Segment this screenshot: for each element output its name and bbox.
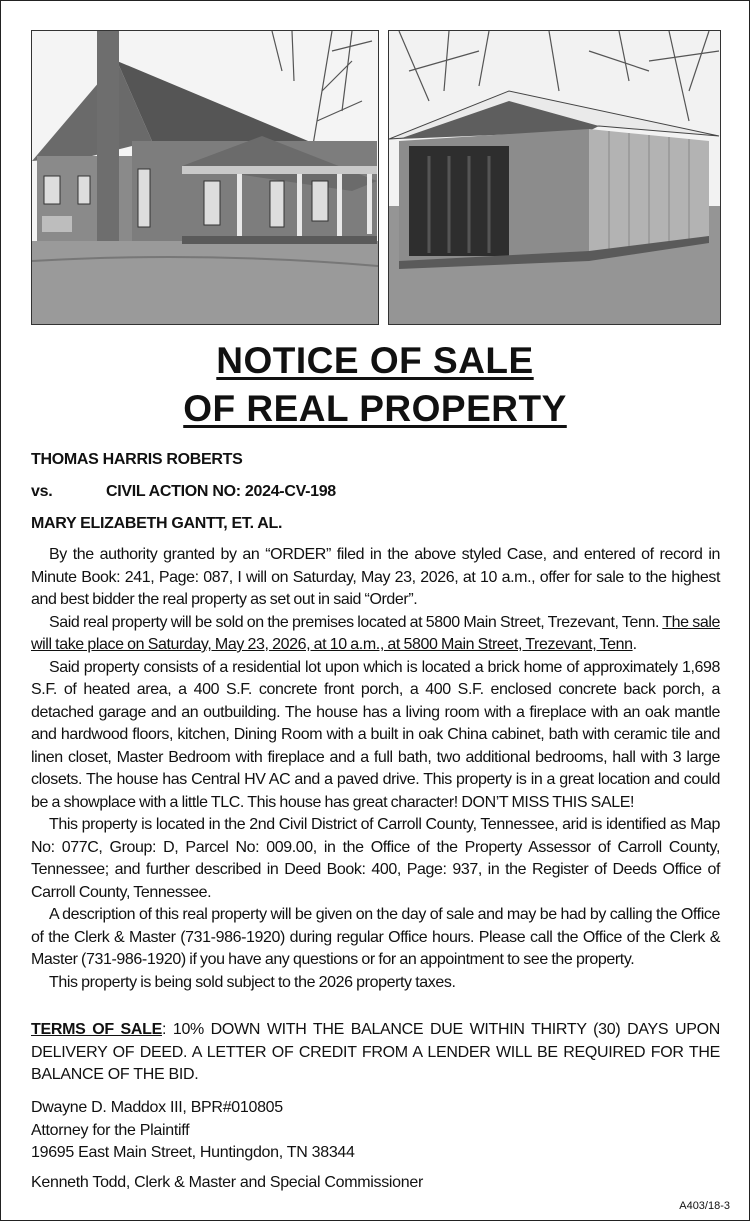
notice-title-line-2: OF REAL PROPERTY [183,388,567,429]
terms-text: : 10% DOWN WITH THE BALANCE DUE WITHIN THIRTY (30) DAYS UPON DELIVERY OF DEED. A LETTER OF CREDIT FROM A LENDER WILL BE REQUIRED FOR THE BALANCE OF THE BID. [31,1021,720,1083]
paragraph-contact: A description of this real property will be given on the day of sale and may be had by calling the Office of the Clerk & Master (731-986-1920) during regular Office hours. Please call the Office of the Clerk & Master (731-986-1920) if you have any questions or for an appointment to see the property. [31,906,720,968]
attorney-block [31,1097,355,1165]
notice-title-line-1: NOTICE OF SALE [216,340,534,381]
sale-date-underlined: The sale will take place on Saturday, May 23, 2026, at 10 a.m., at 5800 Main Street, Trezevant, Tenn [31,613,720,653]
notice-body [31,544,720,994]
defendant-name: MARY ELIZABETH GANTT, ET. AL. [31,515,283,532]
versus-label: vs. [31,483,53,500]
paragraph-description: Said property consists of a residential lot upon which is located a brick home of approximately 1,698 S.F. of heated area, a 400 S.F. concrete front porch, a 400 S.F. enclosed concrete back porch, a detached garage and an outbuilding. The house has a living room with a fireplace with an oak mantle and hardwood floors, kitchen, Dining Room with a built in oak China cabinet, bath with ceramic tile and linen closet, Master Bedroom with fireplace and a full bath, two additional bedrooms, hall with 3 large closets. The house has Central HV AC and a paved drive. This property is in a great location and could be a showplace with a little TLC. This house has great character! DON’T MISS THIS SALE! [31,658,720,811]
paragraph-location [31,612,720,657]
clerk-signature: Kenneth Todd, Clerk & Master and Special Commissioner [31,1174,423,1191]
house-photo [31,30,379,325]
garage-photo [388,30,721,325]
location-text: Said real property will be sold on the premises located at 5800 Main Street, Trezevant, Tenn. [49,613,663,631]
civil-action-number: CIVIL ACTION NO: 2024-CV-198 [106,483,336,500]
paragraph-order: By the authority granted by an “ORDER” filed in the above styled Case, and entered of record in Minute Book: 241, Page: 087, I will on Saturday, May 23, 2026, at 10 a.m., offer for sale to the highest and best bidder the real property as set out in said “Order”. [31,546,720,608]
paragraph-parcel: This property is located in the 2nd Civil District of Carroll County, Tennessee, arid is identified as Map No: 077C, Group: D, Parcel No: 009.00, in the Office of the Property Assessor of Carroll County, Tennessee; and further described in Deed Book: 400, Page: 937, in the Register of Deeds Office of Carroll County, Tennessee. [31,816,720,901]
paragraph-taxes: This property is being sold subject to the 2026 property taxes. [49,973,456,991]
attorney-name: Dwayne D. Maddox III, BPR#010805 [31,1099,283,1116]
attorney-role: Attorney for the Plaintiff [31,1121,190,1139]
terms-label: TERMS OF SALE [31,1021,162,1038]
location-period: . [632,636,637,653]
case-caption [31,483,336,501]
attorney-address: 19695 East Main Street, Huntingdon, TN 38344 [31,1144,355,1161]
ad-code: A403/18-3 [679,1200,730,1212]
terms-of-sale [31,1019,720,1087]
plaintiff-name: THOMAS HARRIS ROBERTS [31,451,243,468]
